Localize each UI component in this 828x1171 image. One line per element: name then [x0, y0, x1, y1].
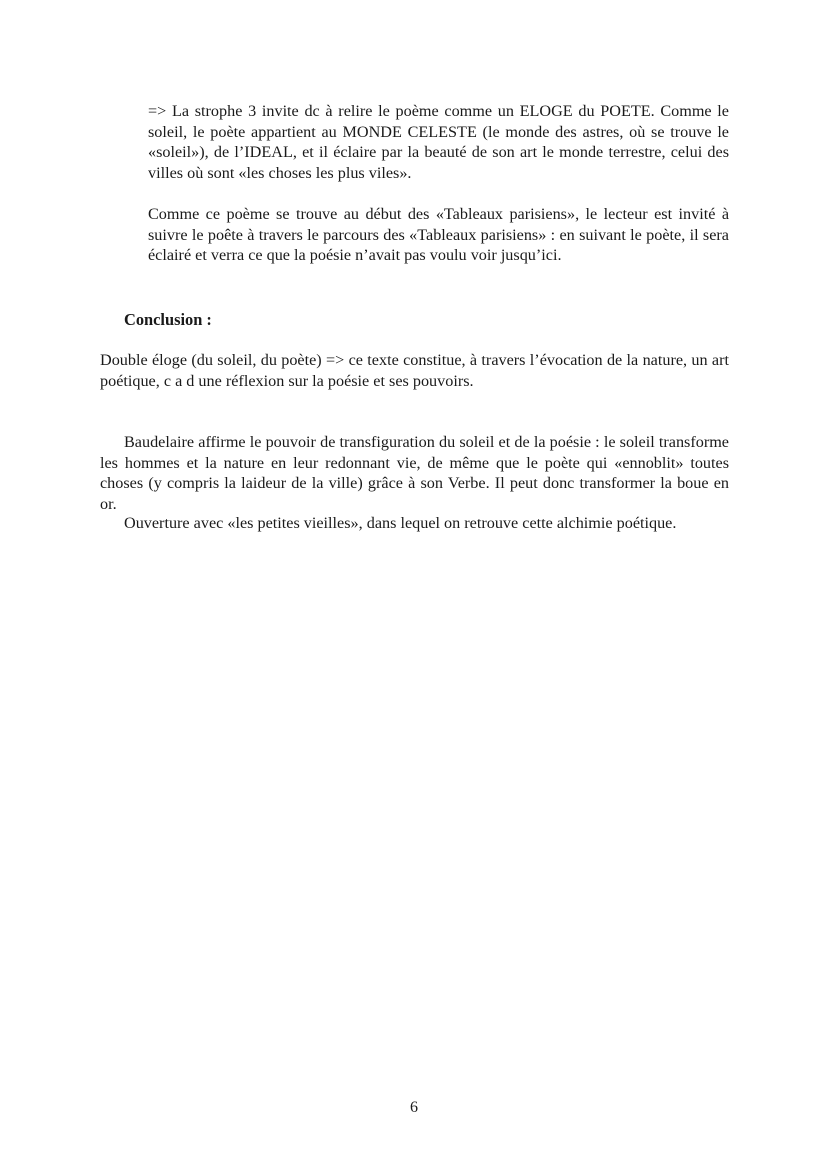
conclusion-paragraph-transfiguration: Baudelaire affirme le pouvoir de transfiguration du soleil et de la poésie : le soleil transforme les hommes et la nature en leur redonnant vie, de même que le poète qui «ennoblit» toutes choses (y compris la laideur de la ville) grâce à son Verbe. Il peut donc transformer la boue en or. [100, 433, 729, 513]
paragraph-eloge-du-poete: => La strophe 3 invite dc à relire le poème comme un ELOGE du POETE. Comme le soleil, le poète appartient au MONDE CELESTE (le monde des astres, où se trouve le «soleil»), de l’IDEAL, et il éclaire par la beauté de son art le monde terrestre, celui des villes où sont «les choses les plus viles». [148, 102, 729, 182]
paragraph-tableaux-parisiens: Comme ce poème se trouve au début des «Tableaux parisiens», le lecteur est invité à suivre le poête à travers le parcours des «Tableaux parisiens» : en suivant le poète, il sera éclairé et verra ce que la poésie n’avait pas voulu voir jusqu’ici. [148, 205, 729, 264]
page-number: 6 [410, 1099, 418, 1116]
conclusion-paragraph-ouverture: Ouverture avec «les petites vieilles», dans lequel on retrouve cette alchimie poétique. [124, 514, 677, 532]
conclusion-paragraph-double-eloge: Double éloge (du soleil, du poète) => ce texte constitue, à travers l’évocation de la nature, un art poétique, c a d une réflexion sur la poésie et ses pouvoirs. [100, 351, 729, 390]
conclusion-heading: Conclusion : [124, 310, 212, 329]
